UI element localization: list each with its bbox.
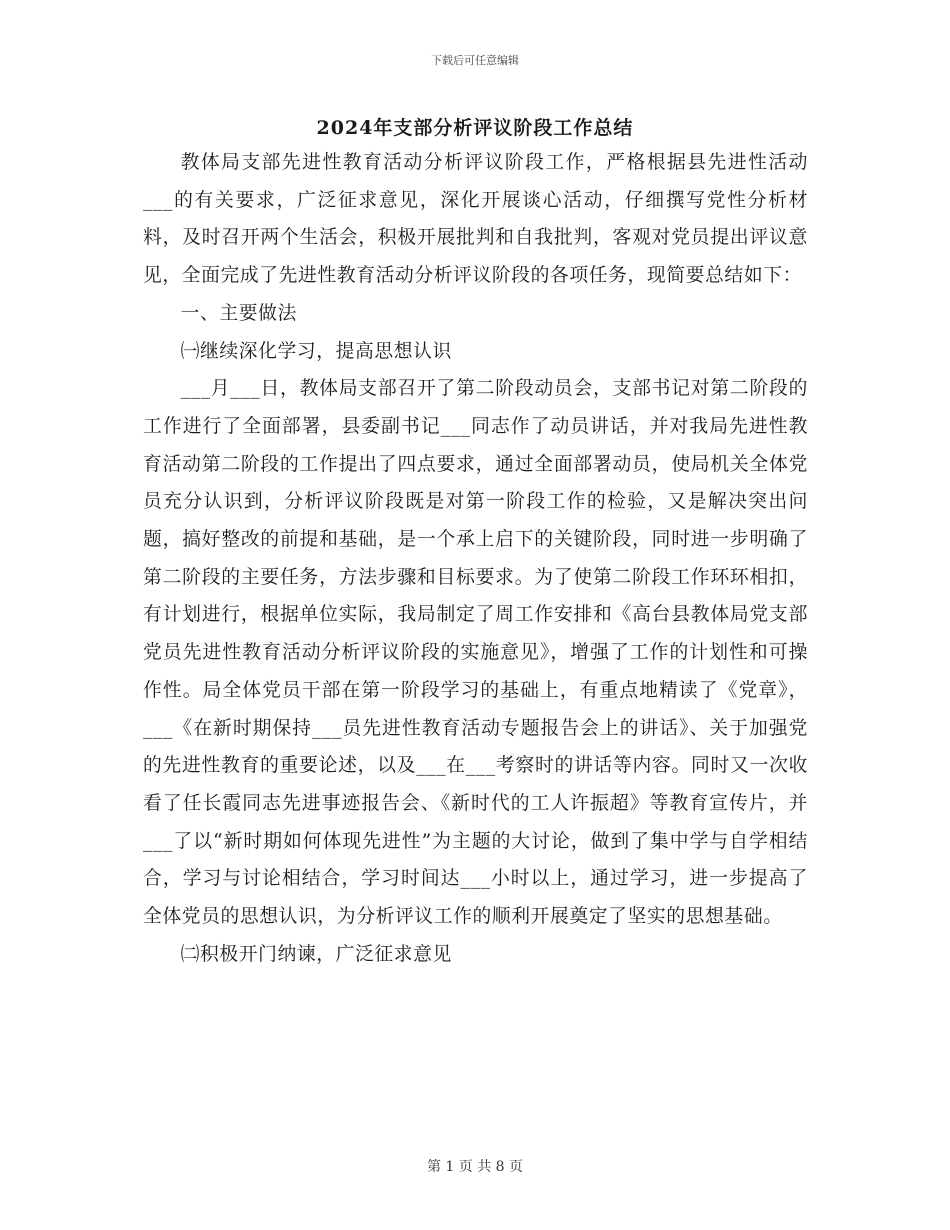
section-heading-main-practices: 一、主要做法	[180, 302, 297, 324]
document-title: 2024年支部分析评议阶段工作总结	[316, 117, 634, 139]
document-body	[143, 144, 808, 973]
page-header-note: 下载后可任意编辑	[431, 54, 519, 67]
page-number: 第 1 页 共 8 页	[426, 1159, 524, 1175]
paragraph-intro: 教体局支部先进性教育活动分析评议阶段工作，严格根据县先进性活动___的有关要求，广泛征求意见，深化开展谈心活动，仔细撰写党性分析材料，及时召开两个生活会，积极开展批判和自我批判，客观对党员提出评议意见，全面完成了先进性教育活动分析评议阶段的各项任务，现简要总结如下：	[143, 152, 808, 287]
subsection-heading-deepen-study: ㈠继续深化学习，提高思想认识	[180, 340, 452, 362]
paragraph-study-details: ___月___日，教体局支部召开了第二阶段动员会，支部书记对第二阶段的工作进行了全面部署，县委副书记___同志作了动员讲话，并对我局先进性教育活动第二阶段的工作提出了四点要求，通过全面部署动员，使局机关全体党员充分认识到，分析评议阶段既是对第一阶段工作的检验，又是解决突出问题，搞好整改的前提和基础，是一个承上启下的关键阶段，同时进一步明确了第二阶段的主要任务，方法步骤和目标要求。为了使第二阶段工作环环相扣，有计划进行，根据单位实际，我局制定了周工作安排和《高台县教体局党支部党员先进性教育活动分析评议阶段的实施意见》，增强了工作的计划性和可操作性。局全体党员干部在第一阶段学习的基础上，有重点地精读了《党章》，___《在新时期保持___员先进性教育活动专题报告会上的讲话》、关于加强党的先进性教育的重要论述，以及___在___考察时的讲话等内容。同时又一次收看了任长霞同志先进事迹报告会、《新时代的工人许振超》等教育宣传片，并___了以“新时期如何体现先进性”为主题的大讨论，做到了集中学与自学相结合，学习与讨论相结合，学习时间达___小时以上，通过学习，进一步提高了全体党员的思想认识，为分析评议工作的顺利开展奠定了坚实的思想基础。	[143, 378, 808, 928]
subsection-heading-solicit-opinions: ㈡积极开门纳谏，广泛征求意见	[180, 943, 452, 965]
